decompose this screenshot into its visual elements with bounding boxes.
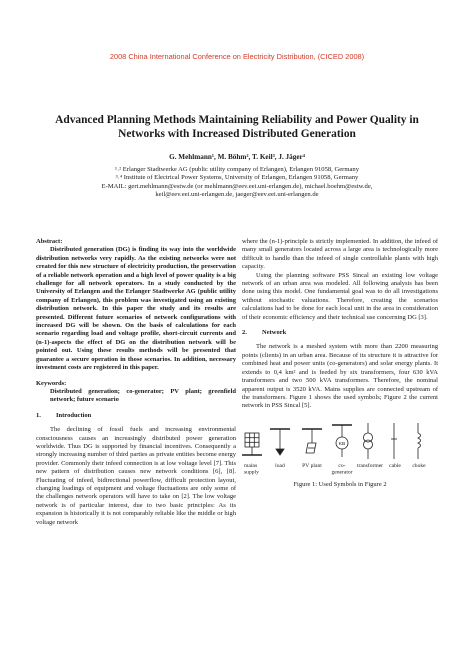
symbol-label-co-generator: co- (338, 462, 346, 469)
keywords-heading: Keywords: (36, 379, 67, 387)
kb-label: KB (338, 441, 346, 447)
section-title: Introduction (56, 411, 92, 419)
symbol-label-transformer: transformer (356, 462, 384, 469)
paragraph-text: where the (n-1)-principle is strictly implemented. In addition, the infeed of many small generators located across a large area is technologically more difficult to handle than the infeed of single controllable plants with high capacity. (242, 238, 438, 271)
symbol-label-pv-plant: PV plant (302, 462, 322, 469)
affiliation-line: ³˒⁴ Institute of Electrical Power Systems, University of Erlangen, Erlangen 91058, Germany (115, 174, 359, 182)
symbol-label-cable: cable (389, 462, 401, 469)
mains-supply-icon (242, 433, 262, 455)
symbol-label-mains-supply-2: supply (244, 469, 259, 476)
paragraph-text: The network is a meshed system with more than 2200 measuring points (clients) in an urban area. Because of its structure it is attractive for combined heat and power units (co-generators) and solar energy plants. It extends to 0,4 km² and is feeded by six transformers, four 630 kVA transformers and two 500 kVA transformers. Therefore, the nominal apparent output is 3520 kVA. Mains supplies are connected upstream of the transformers. Figure 1 shows the used symbols; Figure 2 the current network in PSS Sincal [5]. (242, 343, 438, 410)
paper-title: Advanced Planning Methods Maintaining Reliability and Power Quality in Networks with Increased Distributed Generation (55, 114, 419, 140)
paragraph-text: Using the planning software PSS Sincal an existing low voltage network of an urban area was modeled. All following analysis has been done using this model. One fundamental goal was to do all investigations without stochastic valuations. Therefore, creating the scenarios calculations had to be done for each local unit in the area in consideration of their economic efficiency and their technical use concerning DG [3]. (242, 271, 438, 321)
paper-authors: G. Mehlmann¹, M. Böhm², T. Keil³, J. Jäger⁴ (169, 153, 305, 161)
email-line: keil@eev.eei.uni-erlangen.de, jaeger@eev.eei.uni-erlangen.de (155, 191, 319, 199)
transformer-icon (364, 423, 373, 459)
keywords-text: Distributed generation; co-generator; PV plant; greenfield network; future scenario (50, 387, 236, 404)
affiliations (40, 166, 434, 200)
symbols-figure (242, 419, 438, 479)
conference-header: 2008 China International Conference on Electricity Distribution, (CICED 2008) (109, 52, 365, 61)
pv-plant-icon (302, 429, 322, 453)
affiliation-line: ¹˒² Erlanger Stadtwerke AG (public utility company of Erlangen), Erlangen 91058, Germany (114, 166, 359, 173)
section-heading-introduction (36, 412, 236, 420)
co-generator-icon (332, 425, 352, 457)
load-icon (270, 429, 290, 455)
figure-1 (242, 419, 438, 489)
section-number: 1. (36, 411, 41, 419)
section-heading-network (242, 329, 438, 337)
abstract-text: Distributed generation (DG) is finding its way into the worldwide distribution networks very rapidly. As the existing networks were not created for this new structure of electricity production, the preservation of a reliable network operation and a high level of power quality is a big challenge for all network operators. In a study conducted by the University of Erlangen and the Erlanger Stadtwerke AG (public utility company of Erlangen), this problem was investigated using an existing distribution network. In this paper the study and its results are presented. Different future scenarios of network configurations with increased DG will be shown. On the basis of calculations for each scenario regarding load and voltage profile, short-circuit currents and (n-1)-aspects the effect of DG on the distribution network will be pointed out. Using these results methods will be presented that guarantee a secure operation in those scenarios. In addition, necessary investment costs are registered in this paper. (36, 246, 236, 372)
symbol-label-load: load (275, 462, 285, 469)
section-title: Network (262, 329, 287, 337)
symbol-label-mains-supply: mains (244, 462, 258, 469)
cable-icon (391, 423, 397, 459)
email-line: E-MAIL: gert.mehlmann@estw.de (or mehlmann@eev.eei.uni-erlangen.de), michael.boehm@estw.de, (101, 182, 373, 190)
right-column (242, 238, 438, 489)
symbol-label-choke: choke (412, 462, 426, 469)
section-number: 2. (242, 329, 247, 337)
left-column (36, 238, 236, 527)
abstract-heading: Abstract: (36, 238, 63, 245)
choke-icon (418, 423, 421, 459)
symbol-label-co-generator-2: generator (331, 469, 353, 476)
figure-caption: Figure 1: Used Symbols in Figure 2 (293, 480, 387, 488)
introduction-text: The declining of fossil fuels and increasing environmental consciousness causes an increasingly distributed power generation worldwide. Thus DG is supported by financial incentives. Consequently a strongly increasing number of third parties as private entities become energy provider. Commonly their infeed connection is at low voltage level [7]. This new pattern of distribution causes new network conditions [6], [8]. Fluctuating of infeed, bidirectional powerflow, difficult protection layout, changing loadings of equipment and voltage fluctuations are only some of the challenges network operators will have to take on [2]. The low voltage network is of particular interest, due to two basic principles: As its expansion is historically it is not comparably reliable like the middle or high voltage network (36, 426, 236, 526)
